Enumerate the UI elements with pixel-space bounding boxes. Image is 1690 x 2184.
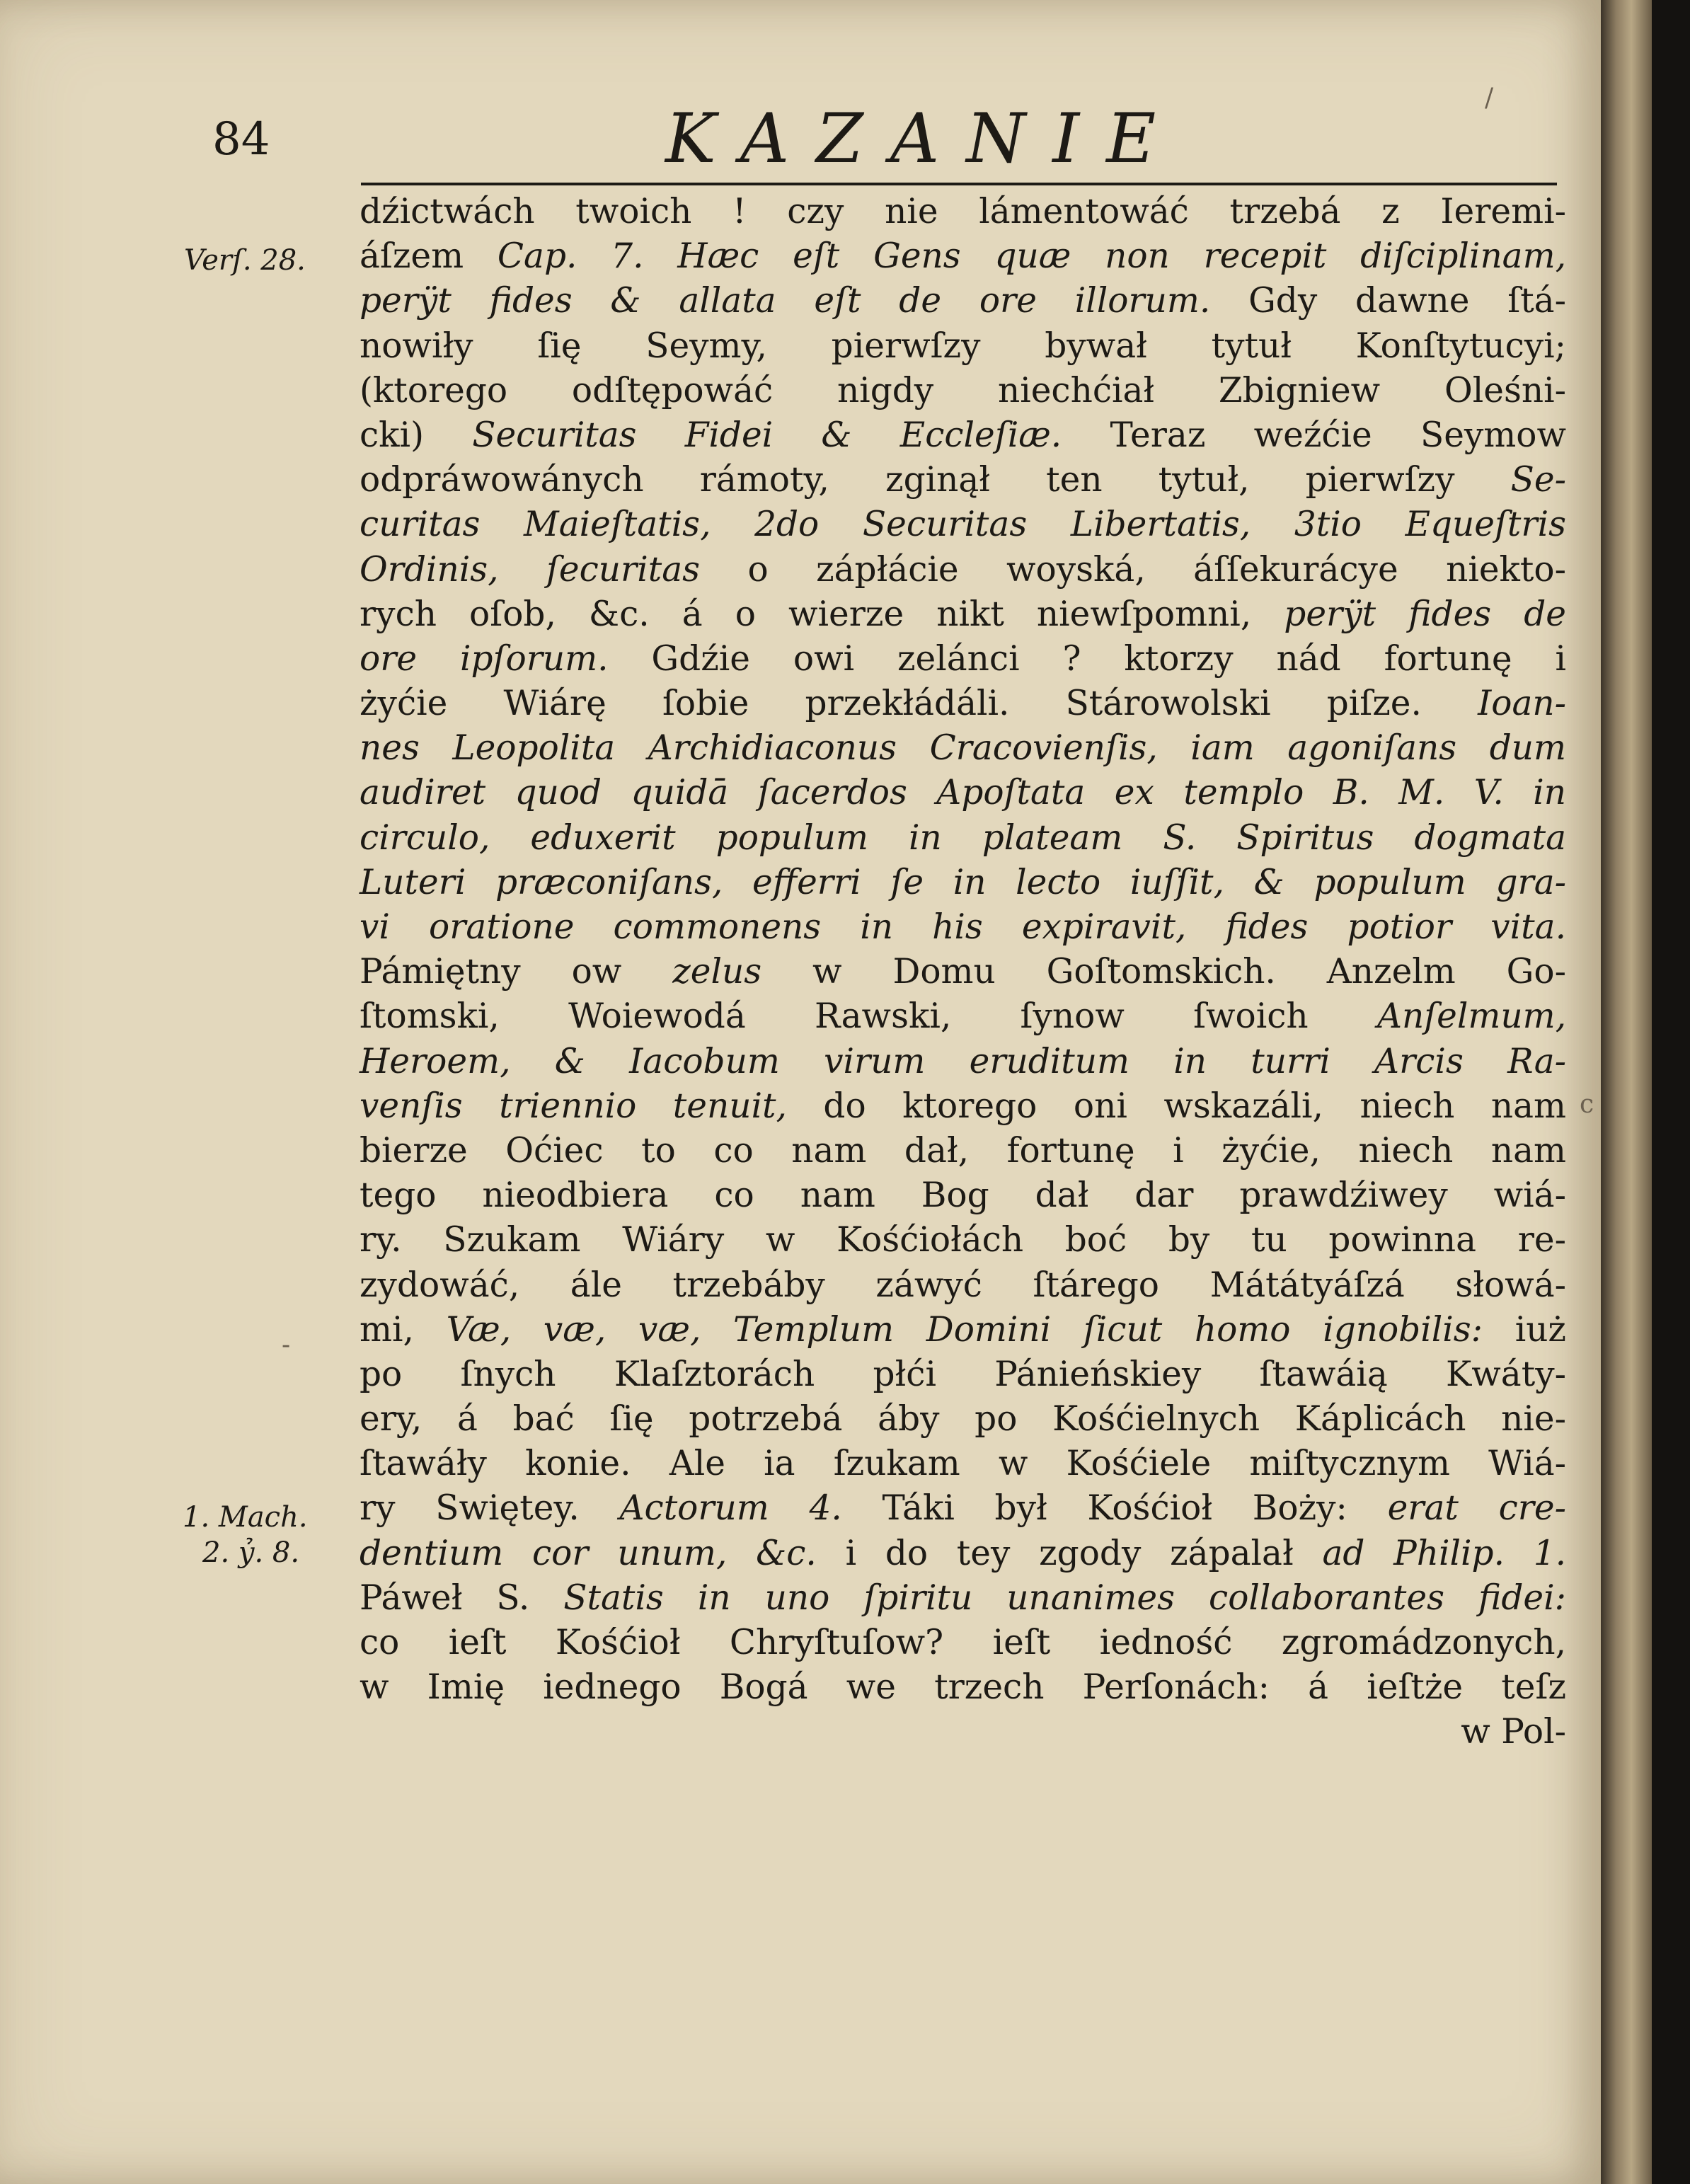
text-line — [360, 413, 1566, 458]
latin-italic-text: Væ, væ, væ, Templum Domini ſicut homo ignobilis: — [446, 1309, 1483, 1350]
text-line — [360, 682, 1566, 726]
scan-background — [1652, 0, 1690, 2184]
polish-text: Páweł S. — [360, 1577, 564, 1618]
polish-text: po ſnych Klaſztorách płći Pánieńskiey ſtawáią Kwáty- — [360, 1354, 1566, 1394]
text-line — [360, 279, 1566, 323]
polish-text: Gdźie owi zelánci ? ktorzy nád fortunę i — [608, 638, 1566, 679]
latin-italic-text: Securitas Fidei & Eccleſiæ. — [472, 415, 1062, 455]
latin-italic-text: audiret quod quidā ſacerdos Apoſtata ex templo B. M. V. in — [360, 773, 1566, 813]
latin-italic-text: perÿt fides & allata eſt de ore illorum. — [360, 281, 1211, 321]
text-line — [360, 1308, 1566, 1352]
text-line — [360, 950, 1566, 994]
text-line — [360, 1710, 1566, 1754]
text-line — [360, 1621, 1566, 1665]
polish-text: Pámiętny ow — [360, 952, 673, 992]
latin-italic-text: ore ipſorum. — [360, 638, 609, 679]
latin-italic-text: dentium cor unum, &c. — [360, 1533, 817, 1573]
polish-text: bierze Oćiec to co nam dał, fortunę i żyćie, niech nam — [360, 1130, 1566, 1171]
polish-text: ſtomski, Woiewodá Rawski, ſynow ſwoich — [360, 996, 1377, 1037]
text-line — [360, 458, 1566, 502]
polish-text: rych oſob, &c. á o wierze nikt niewſpomni, — [360, 594, 1284, 634]
text-line — [360, 1576, 1566, 1621]
text-line — [360, 861, 1566, 905]
text-line — [360, 726, 1566, 771]
latin-italic-text: perÿt fides de — [1284, 594, 1566, 634]
text-line — [360, 1352, 1566, 1397]
page-number: 84 — [212, 113, 270, 166]
text-line — [360, 234, 1566, 279]
text-line — [360, 369, 1566, 413]
polish-text: Teraz weźćie Seymow — [1062, 415, 1566, 455]
latin-italic-text: curitas Maieſtatis, 2do Securitas Libertatis, 3tio Equeſtris — [360, 505, 1566, 545]
latin-italic-text: Se- — [1510, 460, 1566, 500]
text-line — [360, 1129, 1566, 1173]
ink-speck: c — [1580, 1090, 1594, 1119]
polish-text: dźictwách twoich ! czy nie lámentowáć trzebá z Ieremi- — [360, 192, 1566, 231]
latin-italic-text: Heroem, & Iacobum virum eruditum in turri Arcis Ra- — [360, 1041, 1566, 1081]
latin-italic-text: Ioan- — [1478, 684, 1566, 724]
latin-italic-text: Luteri præconiſans, efferri ſe in lecto iuſſit, & populum gra- — [360, 862, 1566, 902]
polish-text: o zápłácie woyská, áſſekurácye niekto- — [700, 549, 1566, 590]
polish-text: Gdy dawne ſtá- — [1210, 281, 1566, 321]
polish-text: odpráwowánych rámoty, zginął ten tytuł, pierwſzy — [360, 460, 1511, 500]
text-line — [360, 905, 1566, 950]
header-rule — [361, 183, 1557, 185]
polish-text: iuż — [1483, 1309, 1566, 1350]
latin-italic-text: circulo, eduxerit populum in plateam S. Spiritus dogmata — [360, 817, 1566, 858]
text-line — [360, 1531, 1566, 1576]
polish-text: zydowáć, ále trzebáby záwyć ſtárego Mátátyáſzá słowá- — [360, 1265, 1566, 1305]
text-line — [360, 1263, 1566, 1308]
polish-text: áſzem — [360, 236, 498, 277]
polish-text: do ktorego oni wskazáli, niech nam — [786, 1086, 1566, 1126]
ink-speck: / — [1485, 84, 1494, 113]
polish-text: Táki był Kośćioł Boży: — [841, 1488, 1388, 1529]
ink-speck: - — [282, 1330, 291, 1360]
latin-italic-text: zelus — [672, 952, 762, 992]
text-line — [360, 816, 1566, 861]
text-line — [360, 771, 1566, 815]
polish-text: ry Swiętey. — [360, 1488, 620, 1529]
polish-text: mi, — [360, 1309, 447, 1350]
latin-italic-text: Actorum 4. — [619, 1488, 842, 1529]
running-title: KAZANIE — [665, 99, 1183, 178]
latin-italic-text: vi oratione commonens in his expiravit, fides potior vita. — [360, 907, 1566, 947]
text-line — [360, 1397, 1566, 1442]
polish-text: ry. Szukam Wiáry w Kośćiołách boć by tu powinna re- — [360, 1220, 1566, 1260]
text-line — [360, 1442, 1566, 1486]
polish-text: nowiły ſię Seymy, pierwſzy bywał tytuł Konſtytucyi; — [360, 326, 1566, 366]
latin-italic-text: nes Leopolita Archidiaconus Cracovienſis, iam agoniſans dum — [360, 728, 1566, 769]
polish-text: w Imię iednego Bogá we trzech Perſonách: á ieſtże teſz — [360, 1667, 1566, 1708]
latin-italic-text: erat cre- — [1387, 1488, 1567, 1529]
margin-note-verse: Verſ. 28. — [184, 244, 306, 277]
polish-text: co ieſt Kośćioł Chryſtuſow? ieſt iedność zgromádzonych, — [360, 1623, 1566, 1662]
margin-note-verse-ref: 2. ỷ. 8. — [202, 1536, 300, 1569]
body-text — [360, 190, 1566, 1755]
polish-text: w Pol- — [1461, 1712, 1566, 1752]
text-line — [360, 592, 1566, 637]
latin-italic-text: Anſelmum, — [1376, 996, 1566, 1037]
polish-text: ſtawáły konie. Ale ia ſzukam w Kośćiele miſtycznym Wiá- — [360, 1444, 1566, 1484]
polish-text: w Domu Goſtomskich. Anzelm Go- — [761, 952, 1567, 992]
latin-italic-text: Statis in uno ſpiritu unanimes collaborantes fidei: — [563, 1577, 1566, 1618]
text-line — [360, 1173, 1566, 1218]
text-line — [360, 1040, 1566, 1084]
text-line — [360, 994, 1566, 1039]
polish-text: i do tey zgody zápalał — [816, 1533, 1323, 1573]
polish-text: ery, á bać ſię potrzebá áby po Kośćielnych Káplicách nie- — [360, 1399, 1566, 1439]
latin-italic-text: Ordinis, ſecuritas — [360, 549, 701, 590]
text-line — [360, 324, 1566, 369]
margin-note-machabees: 1. Mach. — [183, 1501, 308, 1534]
polish-text: żyćie Wiárę ſobie przekłádáli. Stárowolski piſze. — [360, 684, 1478, 724]
polish-text: tego nieodbiera co nam Bog dał dar prawdźiwey wiá- — [360, 1176, 1566, 1216]
latin-italic-text: venſis triennio tenuit, — [360, 1086, 787, 1126]
text-line — [360, 548, 1566, 592]
latin-italic-text: ad Philip. 1. — [1322, 1533, 1567, 1573]
polish-text: (ktorego odſtępowáć nigdy niechćiał Zbigniew Oleśni- — [360, 370, 1566, 410]
text-line — [360, 1486, 1566, 1531]
text-line — [360, 1665, 1566, 1710]
next-page-edge — [1601, 0, 1652, 2184]
text-line — [360, 1218, 1566, 1263]
latin-italic-text: Cap. 7. Hæc eſt Gens quæ non recepit diſciplinam, — [497, 236, 1566, 277]
text-line — [360, 637, 1566, 682]
polish-text: cki) — [360, 415, 473, 455]
text-line — [360, 190, 1566, 234]
text-line — [360, 502, 1566, 547]
text-line — [360, 1084, 1566, 1129]
